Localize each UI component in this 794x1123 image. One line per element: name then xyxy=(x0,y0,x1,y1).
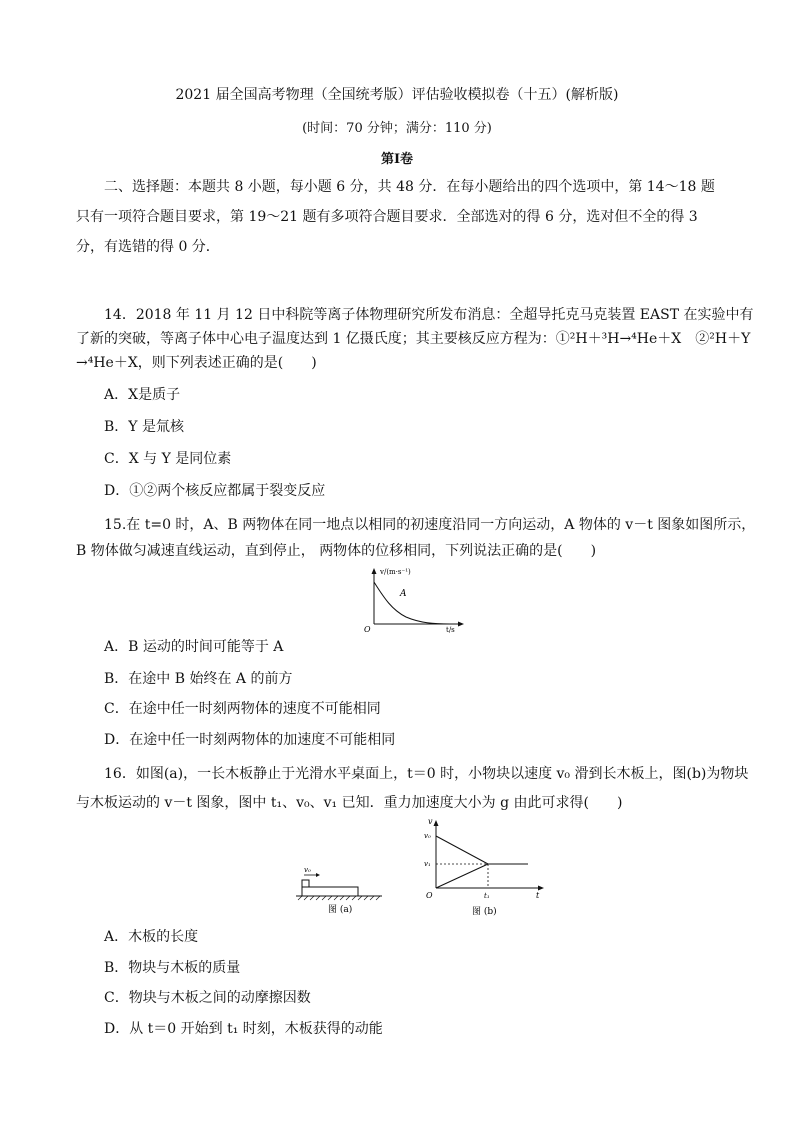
curve-a xyxy=(374,582,450,624)
block-velocity-line xyxy=(436,836,488,864)
q15-option-d: D．在途中任一时刻两物体的加速度不可能相同 xyxy=(104,732,396,748)
q16-option-c: C．物块与木板之间的动摩擦因数 xyxy=(104,990,311,1006)
q16-option-d: D．从 t＝0 开始到 t₁ 时刻，木板获得的动能 xyxy=(104,1021,383,1037)
q16b-origin: O xyxy=(426,891,433,900)
q15-line-2: B 物体做匀减速直线运动，直到停止， 两物体的位移相同，下列说法正确的是( ) xyxy=(76,543,597,559)
q15-curve-label: A xyxy=(400,589,407,599)
q15-vt-graph xyxy=(360,566,470,634)
q16b-v0: v₀ xyxy=(424,832,431,840)
q14-option-b: B．Y 是氚核 xyxy=(104,419,184,435)
q16-option-a: A．木板的长度 xyxy=(104,929,199,945)
q16b-caption: 图 (b) xyxy=(472,907,497,917)
exam-subtitle: (时间：70 分钟；满分：110 分) xyxy=(302,121,492,136)
table-hatching xyxy=(298,896,380,900)
q16-figure-a xyxy=(290,860,390,920)
section-heading: 第Ⅰ卷 xyxy=(380,152,414,167)
q14-option-d: D．①②两个核反应都属于裂变反应 xyxy=(104,483,326,499)
q15-option-a: A．B 运动的时间可能等于 A xyxy=(104,639,284,655)
q14-option-a: A．X是质子 xyxy=(104,387,181,403)
q14-line-2: 了新的突破，等离子体中心电子温度达到 1 亿摄氏度；其主要核反应方程为：①²H＋³H→⁴He＋X ②²H＋Y xyxy=(76,331,751,347)
q14-line-1: 14．2018 年 11 月 12 日中科院等离子体物理研究所发布消息：全超导托克马克装置 EAST 在实验中有 xyxy=(104,307,754,323)
q16a-caption: 图 (a) xyxy=(328,905,353,915)
q16b-xlabel: t xyxy=(536,891,540,900)
x-axis-arrow xyxy=(458,622,464,627)
y-axis-arrow xyxy=(372,568,377,574)
small-block xyxy=(302,880,309,887)
q16-line-2: 与木板运动的 v－t 图象，图中 t₁、v₀、v₁ 已知．重力加速度大小为 g 由此可求得( ) xyxy=(76,795,623,811)
q16b-ylabel: v xyxy=(428,817,433,826)
board-velocity-line xyxy=(436,864,488,888)
x-axis-arrow xyxy=(538,886,544,891)
q16-line-1: 16．如图(a)，一长木板静止于光滑水平桌面上，t＝0 时，小物块以速度 v₀ 滑到长木板上，图(b)为物块 xyxy=(104,766,749,782)
q15-option-b: B．在途中 B 始终在 A 的前方 xyxy=(104,671,293,687)
q15-option-c: C．在途中任一时刻两物体的速度不可能相同 xyxy=(104,701,381,717)
q16-figure-b xyxy=(420,814,550,920)
q14-option-c: C．X 与 Y 是同位素 xyxy=(104,451,232,467)
q15-origin: O xyxy=(364,625,371,634)
y-axis-arrow xyxy=(434,820,439,826)
q14-line-3: →⁴He＋X，则下列表述正确的是( ) xyxy=(76,355,317,371)
q15-ylabel: v/(m·s⁻¹) xyxy=(380,568,411,576)
long-board xyxy=(302,887,358,896)
q16a-label: v₀ xyxy=(304,866,311,874)
q15-xlabel: t/s xyxy=(446,626,455,634)
instructions: 二、选择题：本题共 8 小题，每小题 6 分，共 48 分．在每小题给出的四个选项中，第 14～18 题只有一项符合题目要求，第 19～21 题有多项符合题目要求．全部选对的得 6 分，选对但不全的得 3 分，有选错的得 0 分． xyxy=(76,179,715,255)
velocity-arrowhead xyxy=(316,873,320,877)
q16b-v1: v₁ xyxy=(424,860,431,868)
q15-line-1: 15.在 t=0 时，A、B 两物体在同一地点以相同的初速度沿同一方向运动，A 物体的 v－t 图象如图所示， xyxy=(104,517,756,533)
q16b-t1: t₁ xyxy=(484,892,490,900)
exam-title: 2021 届全国高考物理（全国统考版）评估验收模拟卷（十五）(解析版) xyxy=(175,87,619,103)
q16-option-b: B．物块与木板的质量 xyxy=(104,960,241,976)
